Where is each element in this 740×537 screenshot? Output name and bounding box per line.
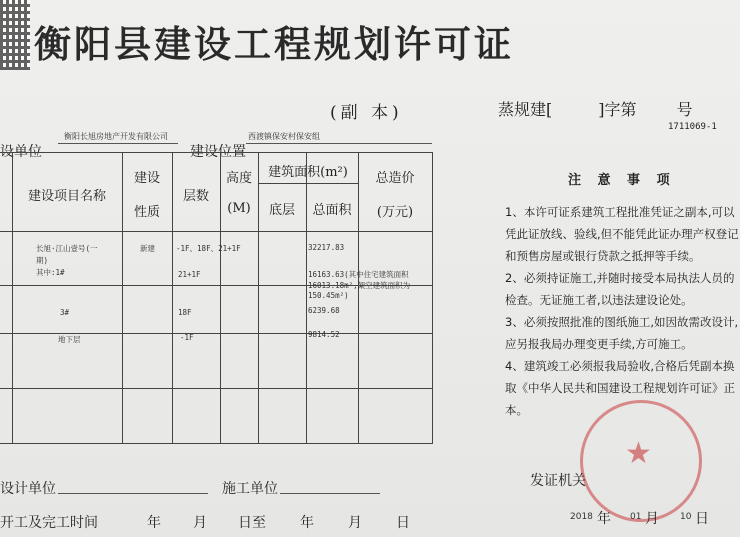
project-table	[0, 152, 433, 444]
location-value: 西渡镇保安村保安组	[248, 132, 320, 141]
header-nature-1: 建设	[133, 171, 160, 186]
issue-month: 01	[630, 512, 642, 522]
copy-label: (副 本)	[330, 103, 403, 123]
permit-suffix: 号	[676, 100, 693, 119]
issue-year-unit: 年	[597, 511, 611, 527]
header-cost-2: (万元)	[376, 205, 414, 220]
note-1: 1、本许可证系建筑工程批准凭证之副本,可以凭此证放线、验线,但不能凭此证办理产权登记和预售房屋或银行贷款之抵押等手续。	[505, 205, 739, 263]
design-unit-label: 设计单位	[0, 481, 56, 497]
construction-unit-underline	[280, 493, 380, 494]
issue-day: 10	[680, 512, 692, 522]
cell-floors-1: -1F、18F、21+1F	[176, 244, 241, 253]
header-nature-2: 性质	[133, 205, 160, 220]
unit-underline	[58, 143, 178, 144]
end-day-unit: 日	[396, 515, 410, 531]
unit-value: 衡阳长旭房地产开发有限公司	[64, 132, 168, 141]
note-2: 2、必须持证施工,并随时接受本局执法人员的检查。无证施工者,以违法建设论处。	[505, 271, 735, 307]
start-day-unit: 日至	[238, 515, 266, 531]
header-area: 建筑面积(m²)	[268, 165, 348, 180]
issuer-label: 发证机关	[530, 473, 586, 489]
cell-area-1: 32217.83	[308, 243, 345, 252]
header-cost-1: 总造价	[375, 171, 415, 186]
permit-number	[498, 97, 693, 120]
location-underline	[246, 143, 432, 144]
header-area-total: 总面积	[312, 203, 352, 218]
cell-area-5: 6239.68	[308, 306, 340, 315]
permit-prefix: 蒸规建[	[498, 100, 553, 119]
start-year-unit: 年	[147, 515, 161, 531]
note-3: 3、必须按照批准的图纸施工,如因故需改设计,应另报我局办理变更手续,方可施工。	[505, 315, 739, 351]
cell-floors-4: -1F	[180, 333, 194, 342]
design-unit-underline	[58, 493, 208, 494]
cell-floors-2: 21+1F	[178, 270, 201, 279]
unit-label: 设单位	[0, 144, 42, 160]
issue-year: 2018	[570, 512, 593, 522]
note-4: 4、建筑竣工必须报我局验收,合格后凭副本换取《中华人民共和国建设工程规划许可证》正本。	[505, 359, 735, 417]
cell-name-2: 期)	[36, 256, 49, 265]
cell-name-1: 长旭·江山壹号(一	[36, 244, 98, 253]
issue-day-unit: 日	[695, 511, 709, 527]
end-month-unit: 月	[348, 515, 362, 531]
location-label: 建设位置	[190, 144, 246, 160]
header-height-2: (M)	[227, 201, 251, 216]
serial-number: 1711069-1	[668, 122, 717, 132]
qr-code-icon	[0, 0, 30, 70]
header-height-1: 高度	[225, 171, 252, 186]
period-label: 开工及完工时间	[0, 515, 98, 531]
header-floors: 层数	[182, 189, 209, 204]
cell-area-6: 9814.52	[308, 330, 340, 339]
start-month-unit: 月	[193, 515, 207, 531]
notes-title: 注 意 事 项	[568, 173, 676, 188]
cell-area-4: 150.45m²)	[308, 291, 349, 300]
seal-star-icon: ★	[625, 436, 652, 471]
header-area-base: 底层	[268, 203, 295, 218]
header-name: 建设项目名称	[27, 189, 106, 204]
cell-name-3: 其中:1#	[36, 268, 65, 277]
cell-nature: 新建	[140, 244, 155, 253]
cell-name-5: 地下层	[58, 335, 81, 344]
permit-middle: ]字第	[598, 100, 637, 119]
cell-area-3: 16013.18m²,架空建筑面积为	[308, 281, 411, 290]
cell-area-2: 16163.63(其中住宅建筑面积	[308, 270, 409, 279]
cell-floors-3: 18F	[178, 308, 192, 317]
end-year-unit: 年	[300, 515, 314, 531]
document-title: 衡阳县建设工程规划许可证	[34, 23, 514, 66]
construction-unit-label: 施工单位	[222, 481, 278, 497]
issue-month-unit: 月	[645, 511, 659, 527]
cell-name-4: 3#	[60, 308, 70, 317]
